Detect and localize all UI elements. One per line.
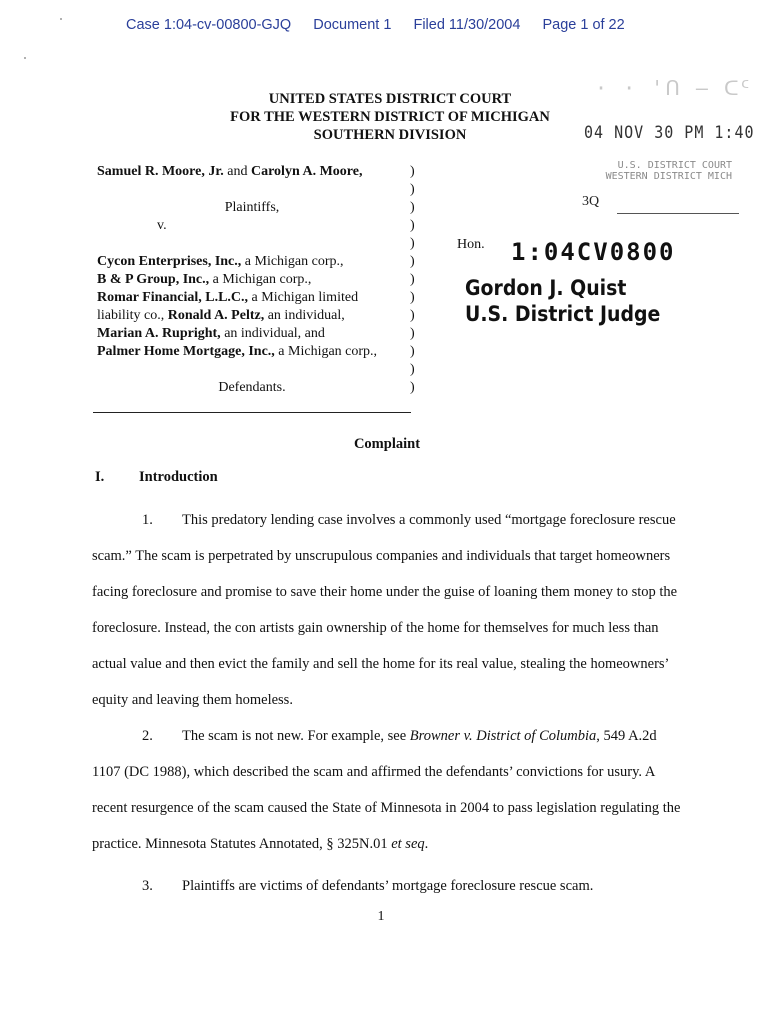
scan-speck — [60, 18, 62, 20]
paragraph-text: This predatory lending case involves a commonly used “mortgage foreclosure rescue scam.” The scam is perpetrated by unscrupulous companies and individuals that target homeowners facing foreclosure and promise to save their home under the guise of loaning them money to stop the foreclosure. Instead, the con artists gain ownership of the home for themselves for much less than actual value and then evict the family and sell the home for its real value, stealing the homeowners’ equity and leaving them homeless. — [92, 512, 678, 708]
statute-citation: et seq — [391, 836, 425, 852]
filing-stamp-clerk — [582, 160, 732, 182]
defendant-palmer: Palmer Home Mortgage, Inc., a Michigan corp., — [97, 344, 378, 359]
clerk-initials: 3Q — [582, 194, 600, 209]
page-count-header: Page 1 of 22 — [542, 17, 625, 33]
scan-speck — [24, 57, 26, 59]
case-number-stamp: 1:04CV0800 — [511, 238, 676, 266]
paragraph-number: 1. — [142, 512, 153, 528]
court-name: UNITED STATES DISTRICT COURT — [268, 91, 512, 107]
section-heading — [95, 469, 218, 486]
filing-stamp-faint: · · 'ᑎ – ᑕᑦ — [595, 76, 752, 100]
document-number-header: Document 1 — [313, 17, 392, 33]
plaintiffs-label: Plaintiffs, — [224, 200, 280, 215]
court-division: SOUTHERN DIVISION — [313, 127, 467, 143]
defendant-bp-group: B & P Group, Inc., a Michigan corp., — [97, 272, 312, 287]
defendant-rupright: Marian A. Rupright, an individual, and — [97, 326, 325, 341]
defendant-peltz: liability co., Ronald A. Peltz, an individual, — [97, 308, 345, 323]
case-citation: Browner v. District of Columbia — [409, 728, 597, 744]
judge-title: U.S. District Judge — [465, 302, 661, 326]
filed-date-header: Filed 11/30/2004 — [413, 17, 521, 33]
caption-rule — [93, 412, 411, 413]
clerk-line-1: U.S. DISTRICT COURT — [617, 160, 732, 171]
page-number: 1 — [377, 909, 385, 924]
paragraph-3 — [92, 868, 682, 904]
court-district: FOR THE WESTERN DISTRICT OF MICHIGAN — [230, 109, 550, 125]
ecf-header — [126, 17, 643, 33]
versus: v. — [157, 218, 167, 233]
defendants-label: Defendants. — [218, 380, 286, 395]
stamp-rule — [617, 213, 739, 214]
case-number-header: Case 1:04-cv-00800-GJQ — [126, 17, 292, 33]
defendant-cycon: Cycon Enterprises, Inc., a Michigan corp., — [97, 254, 344, 269]
defendant-romar: Romar Financial, L.L.C., a Michigan limited — [97, 290, 359, 305]
paragraph-2: 2. The scam is not new. For example, see Browner v. District of Columbia, 549 A.2d 1107 (DC 1988), which described the scam and affirmed the defendants’ convictions for usury. A recent resurgence of the scam caused the State of Minnesota in 2004 to pass legislation regulating the practice. Minnesota Statutes Annotated, § 325N.01 et seq. — [92, 718, 682, 862]
paragraph-number: 3. — [142, 878, 153, 894]
section-title: Introduction — [139, 469, 218, 485]
paragraph-1 — [92, 502, 682, 718]
paragraph-number: 2. — [142, 728, 153, 744]
paragraph-text: Plaintiffs are victims of defendants’ mortgage foreclosure rescue scam. — [182, 878, 594, 894]
clerk-line-2: WESTERN DISTRICT MICH — [605, 171, 732, 182]
document-title: Complaint — [353, 436, 421, 452]
case-caption — [97, 163, 407, 397]
filing-stamp-date: 04 NOV 30 PM 1:40 — [584, 121, 755, 143]
section-number: I. — [95, 469, 105, 485]
plaintiffs-names: Samuel R. Moore, Jr. and Carolyn A. Moore, — [97, 164, 363, 179]
judge-name: Gordon J. Quist — [465, 276, 627, 300]
caption-parentheses: ) ) ) ) ) ) ) ) ) ) ) ) ) — [410, 164, 415, 395]
honorable-label: Hon. — [457, 237, 485, 252]
